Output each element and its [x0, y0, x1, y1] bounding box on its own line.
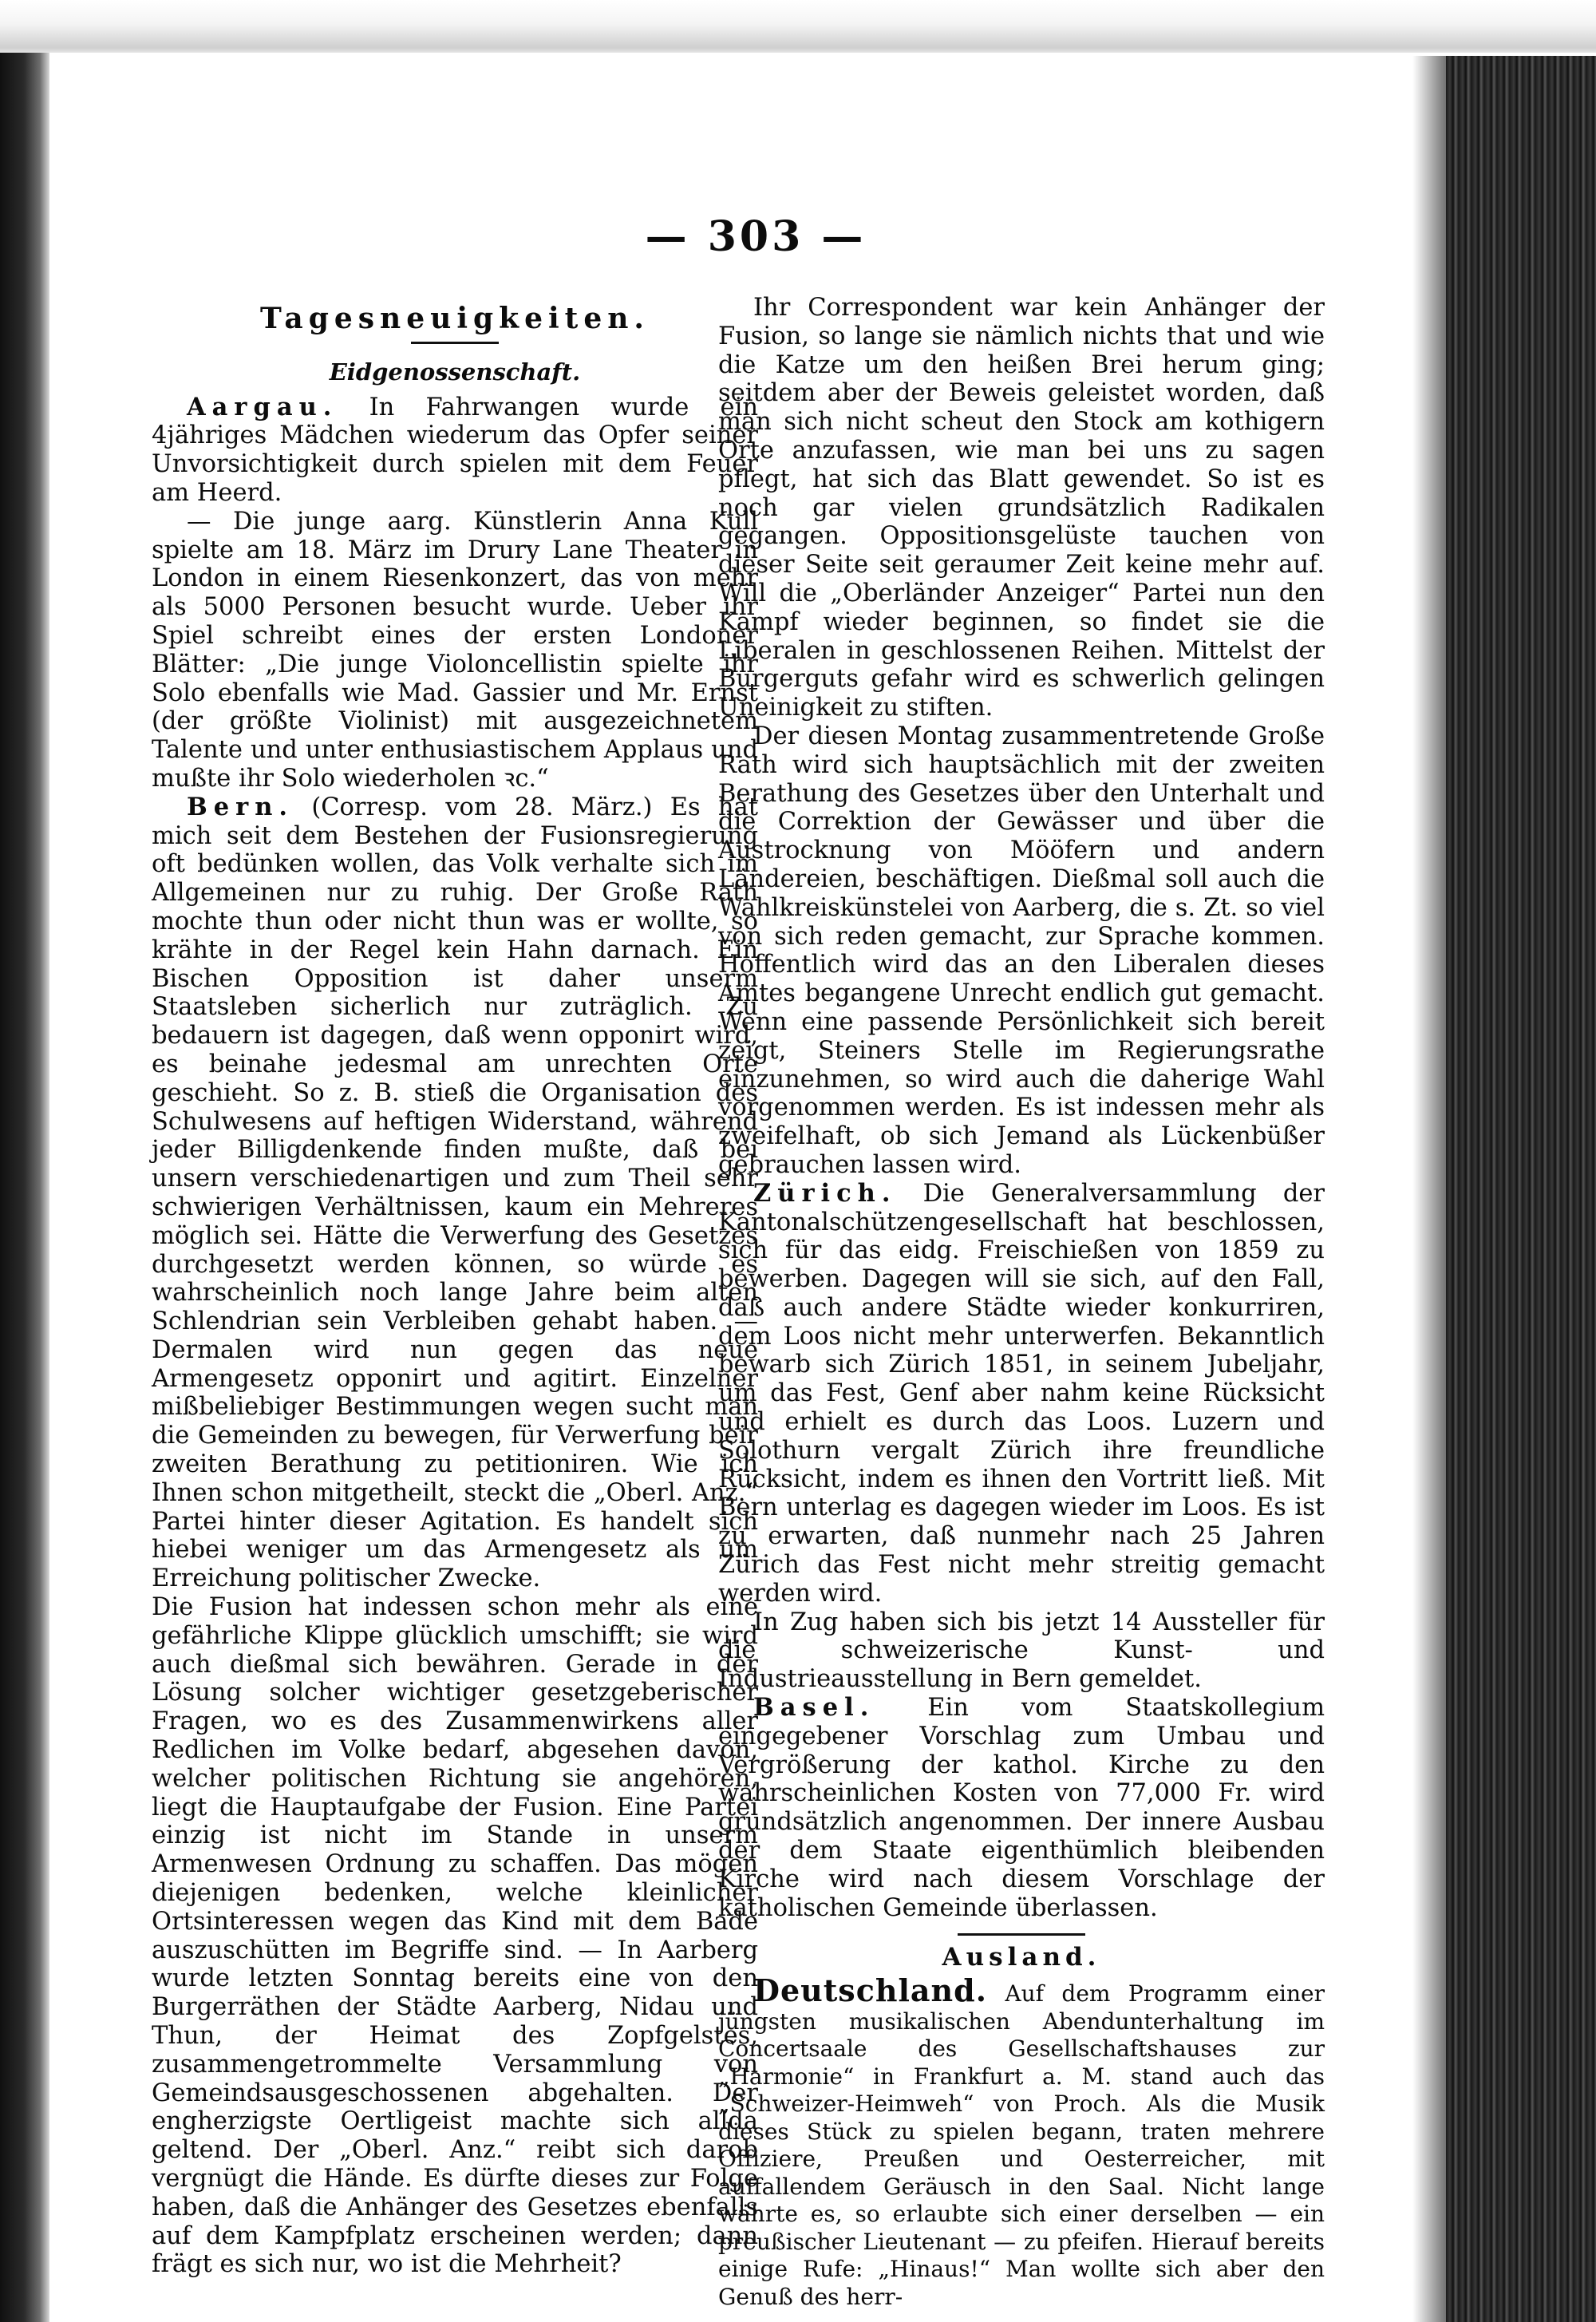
article-bern-text: (Corresp. vom 28. März.) Es hat mich seit dem Bestehen der Fusionsregierung oft bedünken wollen, das Volk verhalte sich im Allgemeinen nur zu ruhig. Der Große Rath mochte thun oder nicht thun was er wollte, so krähte in der Regel kein Hahn darnach. Ein Bischen Opposition ist daher unserm Staatsleben sicherlich nur zuträglich. Zu bedauern ist dagegen, daß wenn opponirt wird, es beinahe jedesmal am unrechten Orte geschieht. So z. B. stieß die Organisation des Schulwesens auf heftigen Widerstand, während jeder Billigdenkende finden mußte, daß bei unsern verschiedenartigen und zum Theil sehr schwierigen Verhältnissen, kaum ein Mehreres möglich sei. Hätte die Verwerfung des Gesetzes durchgesetzt werden können, so würde es wahrscheinlich noch lange Jahre beim alten Schlendrian sein Verbleiben gehabt haben. — Dermalen wird nun gegen das neue Armengesetz opponirt und agitirt. Einzelner mißbeliebiger Bestimmungen wegen sucht man die Gemeinden zu bewegen, für Verwerfung beir zweiten Berathung zu petitioniren. Wie ich Ihnen schon mitgetheilt, steckt die „Oberl. Anz.“ Partei hinter dieser Agitation. Es handelt sich hiebei weniger um das Armengesetz als um Erreichung politischer Zwecke.: [152, 793, 758, 1593]
subheading-eidgenossenschaft: Eidgenossenschaft.: [329, 358, 581, 386]
scan-edge-top: [0, 0, 1596, 53]
article-zuerich: [718, 1180, 1325, 1608]
place-aargau: Aargau.: [187, 392, 338, 421]
place-basel: Basel.: [753, 1693, 875, 1723]
section-rule: [958, 1933, 1085, 1936]
page-number: — 303 —: [645, 212, 867, 261]
article-bern: [152, 793, 758, 1593]
section-heading-tagesneuigkeiten: Tagesneuigkeiten.: [260, 302, 650, 335]
binding-shadow: [1412, 56, 1446, 2322]
newspaper-page: [49, 53, 1412, 2322]
article-zug: In Zug haben sich bis jetzt 14 Aussteller für die schweizerische Kunst- und Industrieausstellung in Bern gemeldet.: [718, 1608, 1325, 1694]
scan-edge-left: [0, 0, 49, 2322]
place-zuerich: Zürich.: [753, 1178, 897, 1208]
article-fusion: Die Fusion hat indessen schon mehr als eine gefährliche Klippe glücklich umschifft; sie wird auch dießmal sich bewähren. Gerade in der Lösung solcher wichtiger gesetzgeberischer Fragen, wo es des Zusammenwirkens aller Redlichen im Volke bedarf, abgesehen davon, welcher politischen Richtung sie angehören, liegt die Hauptaufgabe der Fusion. Eine Partei einzig ist nicht im Stande in unserm Armenwesen Ordnung zu schaffen. Das mögen diejenigen bedenken, welche kleinlicher Ortsinteressen wegen das Kind mit dem Bade auszuschütten im Begriffe sind. — In Aarberg wurde letzten Sonntag bereits eine von den Burgerräthen der Städte Aarberg, Nidau und Thun, der Heimat des Zopfgelstes, zusammengetrommelte Versammlung von Gemeindsausgeschossenen abgehalten. Der engherzigste Oertligeist machte sich allda geltend. Der „Oberl. Anz.“ reibt sich darob vergnügt die Hände. Es dürfte dieses zur Folge haben, daß die Anhänger des Gesetzes ebenfalls auf dem Kampfplatz erscheinen werden; dann frägt es sich nur, wo ist die Mehrheit?: [152, 1593, 758, 2279]
book-binding: [1446, 56, 1596, 2322]
article-deutschland: [718, 1972, 1325, 2311]
article-aargau: [152, 394, 758, 508]
article-grosser-rath: Der diesen Montag zusammentretende Große Rath wird sich hauptsächlich mit der zweiten Berathung des Gesetzes über den Unterhalt und die Correktion der Gewässer und über die Austrocknung von Mööfern und andern Ländereien, beschäftigen. Dießmal soll auch die Wahlkreiskünstelei von Aarberg, die s. Zt. so viel von sich reden gemacht, zur Sprache kommen. Hoffentlich wird das an den Liberalen dieses Amtes begangene Unrecht endlich gut gemacht. Wenn eine passende Persönlichkeit sich bereit zeigt, Steiners Stelle im Regierungsrathe einzunehmen, so wird auch die daherige Wahl vorgenommen werden. Es ist indessen mehr als zweifelhaft, ob sich Jemand als Lückenbüßer gebrauchen lassen wird.: [718, 722, 1325, 1179]
right-column: [718, 294, 1325, 2311]
article-basel: [718, 1694, 1325, 1922]
article-zuerich-text: Die Generalversammlung der Kantonalschützengesellschaft hat beschlossen, sich für das eidg. Freischießen von 1859 zu bewerben. Dagegen will sie sich, auf den Fall, daß auch andere Städte wieder konkurriren, dem Loos nicht mehr unterwerfen. Bekanntlich bewarb sich Zürich 1851, in seinem Jubeljahr, um das Fest, Genf aber nahm keine Rücksicht und erhielt es durch das Loos. Luzern und Solothurn vergalt Zürich ihre freundliche Rücksicht, indem es ihnen den Vortritt ließ. Mit Bern unterlag es dagegen wieder im Loos. Es ist zu erwarten, daß nunmehr nach 25 Jahren Zürich das Fest nicht mehr streitig gemacht werden wird.: [718, 1179, 1325, 1608]
article-correspondent: Ihr Correspondent war kein Anhänger der Fusion, so lange sie nämlich nichts that und wie die Katze um den heißen Brei herum ging; seitdem aber der Beweis geleistet worden, daß man sich nicht scheut den Stock am kothigern Orte anzufassen, wie man bei uns zu sagen pflegt, hat sich das Blatt gewendet. So ist es noch gar vielen grundsätzlich Radikalen gegangen. Oppositionsgelüste tauchen von dieser Seite seit geraumer Zeit keine mehr auf. Will die „Oberländer Anzeiger“ Partei nun den Kampf wieder beginnen, so findet sie die Liberalen in geschlossenen Reihen. Mittelst der Burgerguts gefahr wird es schwerlich gelingen Uneinigkeit zu stiften.: [718, 294, 1325, 722]
article-aargau-text: In Fahrwangen wurde ein 4jähriges Mädchen wiederum das Opfer seiner Unvorsichtigkeit durch spielen mit dem Feuer am Heerd.: [152, 393, 758, 507]
place-deutschland: Deutschland.: [753, 1972, 987, 2009]
section-heading-ausland: Ausland.: [942, 1943, 1101, 1972]
heading-rule: [411, 342, 499, 344]
place-bern: Bern.: [187, 792, 294, 821]
article-basel-text: Ein vom Staatskollegium eingegebener Vorschlag zum Umbau und Vergrößerung der kathol. Kirche zu den wahrscheinlichen Kosten von 77,000 Fr. wird grundsätzlich angenommen. Der innere Ausbau der dem Staate eigenthümlich bleibenden Kirche wird nach diesem Vorschlage der katholischen Gemeinde überlassen.: [718, 1694, 1325, 1922]
article-kull: — Die junge aarg. Künstlerin Anna Kull spielte am 18. März im Drury Lane Theater in London in einem Riesenkonzert, das von mehr als 5000 Personen besucht wurde. Ueber ihr Spiel schreibt eines der ersten Londoner Blätter: „Die junge Violoncellistin spielte ihr Solo ebenfalls wie Mad. Gassier und Mr. Ernst (der größte Violinist) mit ausgezeichnetem Talente und unter enthusiastischem Applaus und mußte ihr Solo wiederholen ꝛc.“: [152, 507, 758, 793]
article-deutschland-text: Auf dem Programm einer jüngsten musikalischen Abendunterhaltung im Concertsaale des Gesellschaftshauses zur „Harmonie“ in Frankfurt a. M. stand auch das „Schweizer-Heimweh“ von Proch. Als die Musik dieses Stück zu spielen begann, traten mehrere Offiziere, Preußen und Oesterreicher, mit auffallendem Geräusch in den Saal. Nicht lange währte es, so erlaubte sich einer derselben — ein preußischer Lieutenant — zu pfeifen. Hierauf bereits einige Rufe: „Hinaus!“ Man wollte sich aber den Genuß des herr-: [718, 1980, 1325, 2310]
left-column: [152, 294, 758, 2279]
